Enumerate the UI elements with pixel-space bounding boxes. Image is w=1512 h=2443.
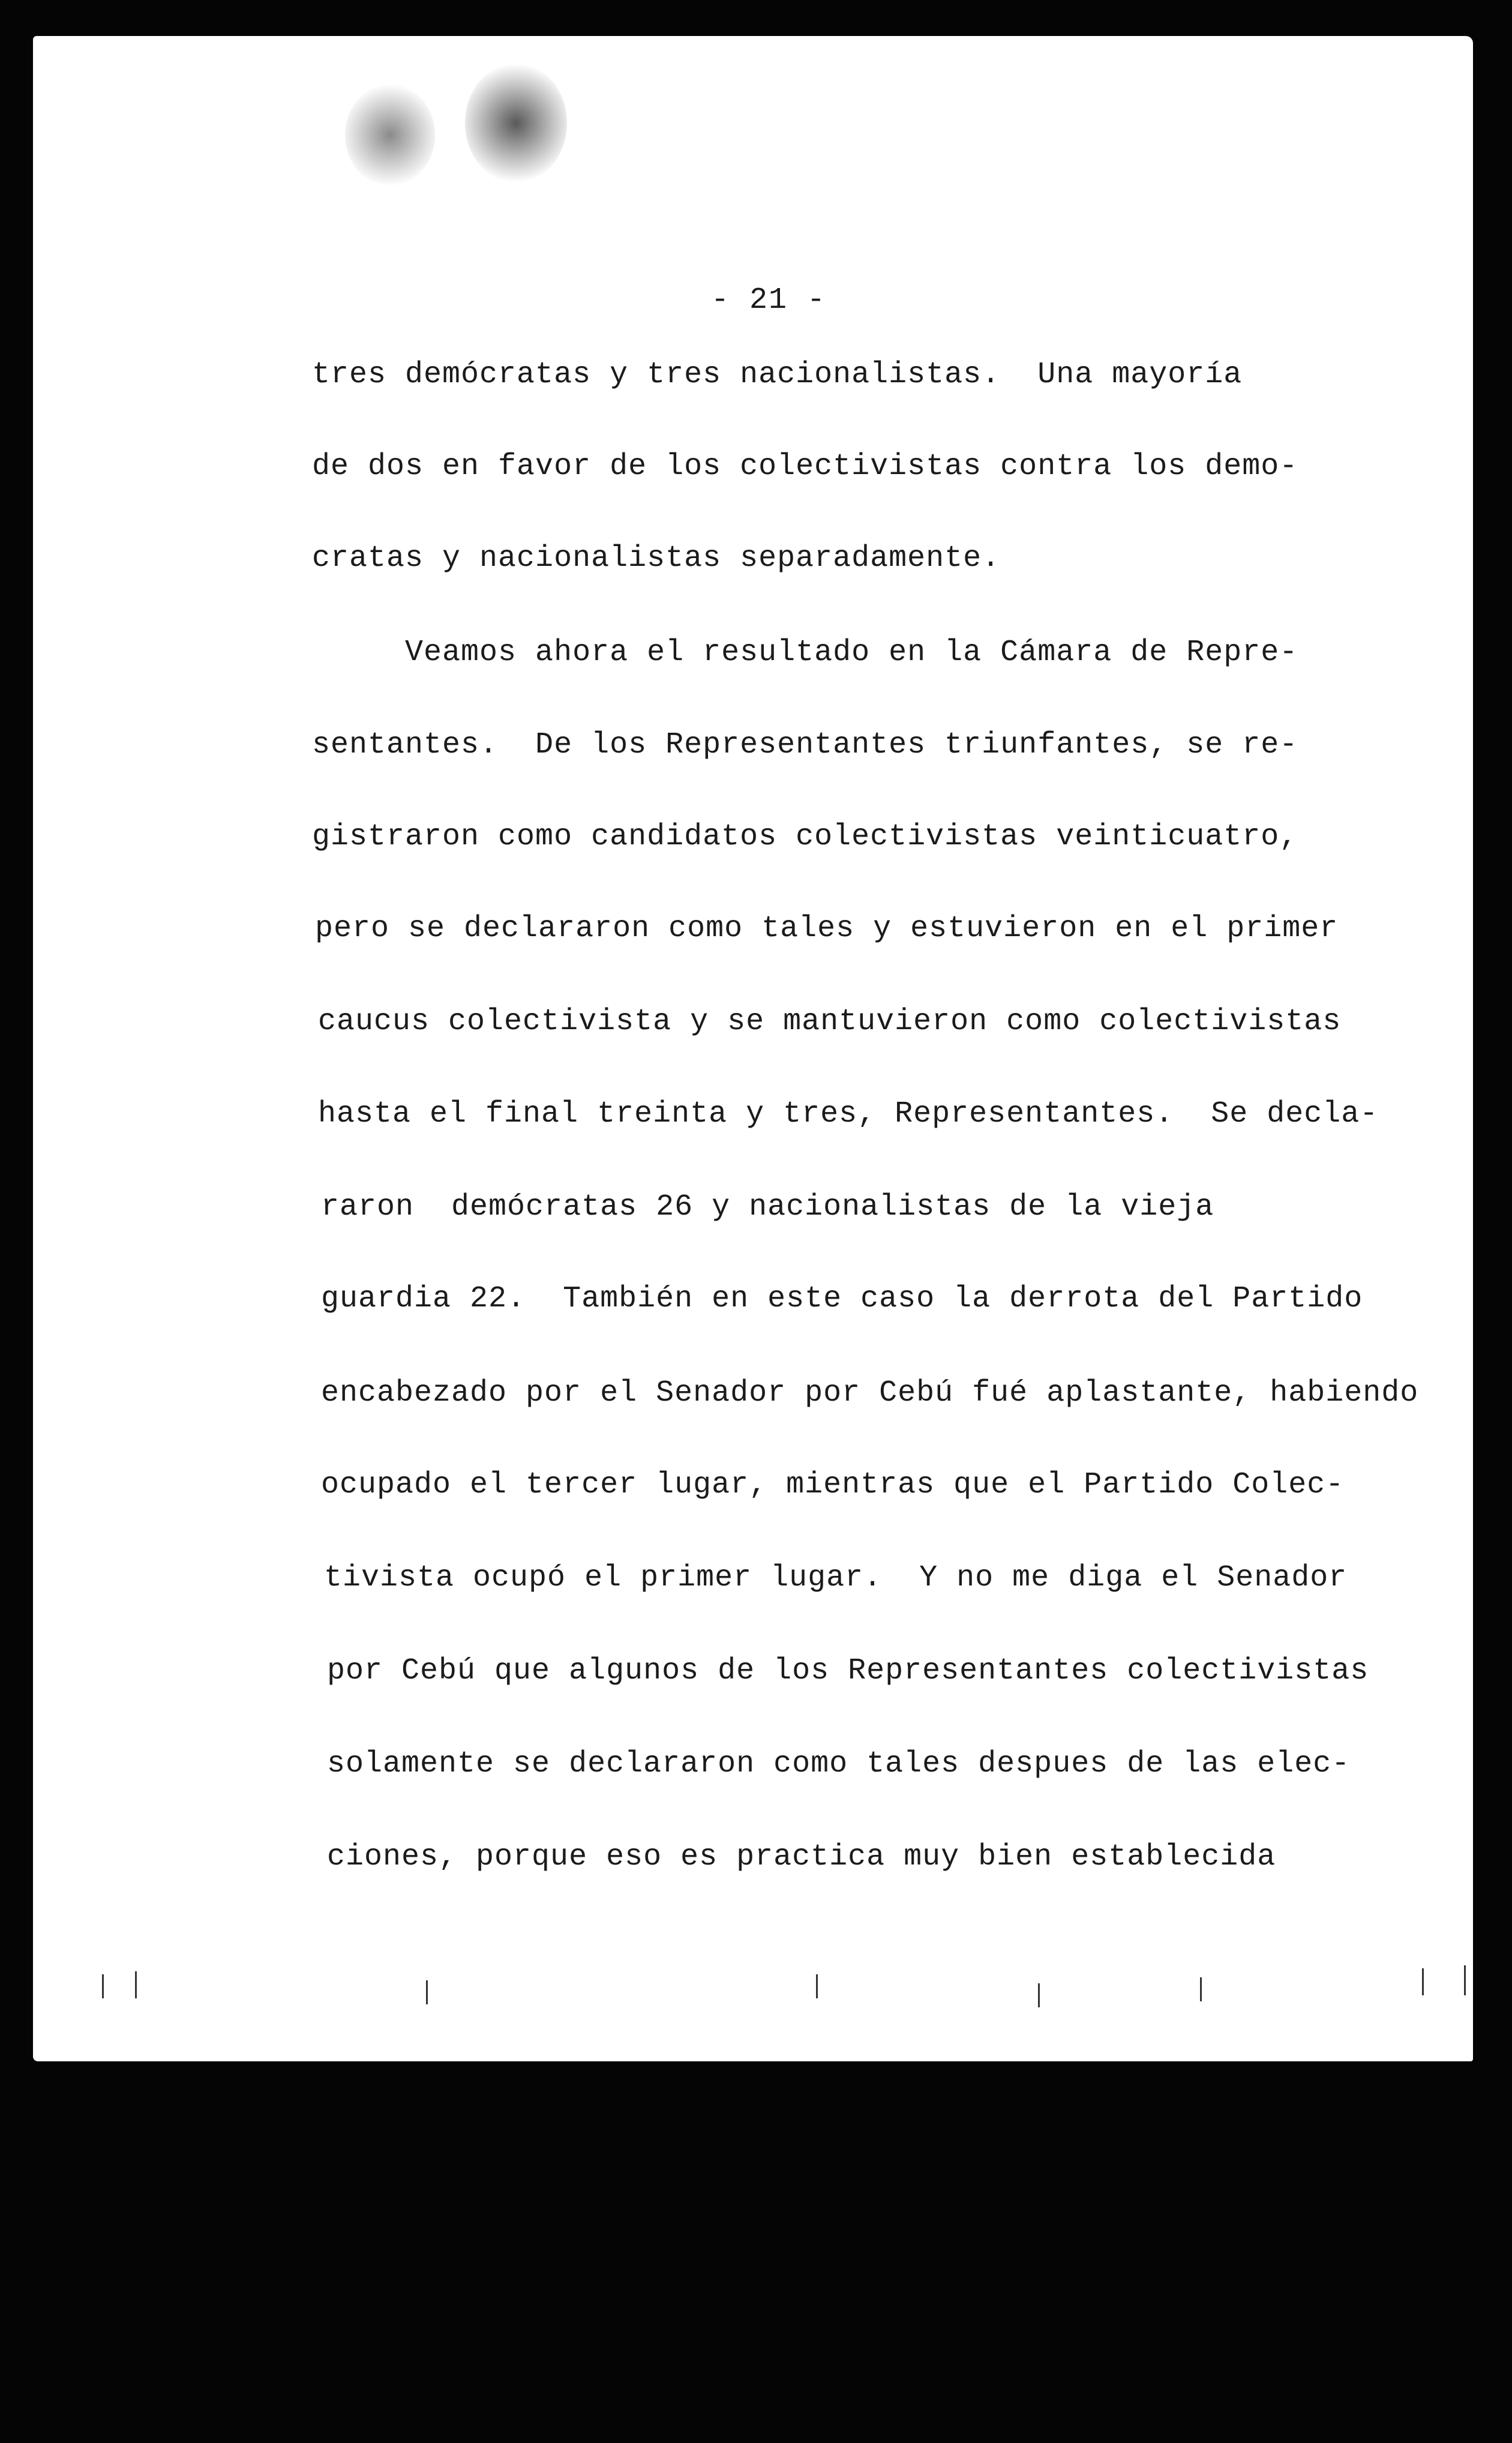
text-line: tres demócratas y tres nacionalistas. Una mayoría [312, 358, 1243, 392]
text-line: ocupado el tercer lugar, mientras que el Partido Colec- [321, 1468, 1345, 1502]
text-line: cratas y nacionalistas separadamente. [312, 541, 1001, 575]
text-line: encabezado por el Senador por Cebú fué aplastante, habiendo [321, 1376, 1419, 1410]
text-line: pero se declararon como tales y estuvieron en el primer [315, 912, 1339, 946]
text-line: hasta el final treinta y tres, Representantes. Se decla- [318, 1097, 1379, 1131]
text-line: Veamos ahora el resultado en la Cámara de Repre- [312, 636, 1298, 670]
typewritten-page [33, 36, 1473, 2061]
text-line: raron demócratas 26 y nacionalistas de la vieja [321, 1190, 1214, 1224]
text-line: solamente se declararon como tales despues de las elec- [327, 1747, 1351, 1781]
ink-smudge [345, 84, 435, 186]
text-line: de dos en favor de los colectivistas contra los demo- [312, 449, 1298, 484]
stray-marks [66, 1950, 1506, 2040]
text-line: por Cebú que algunos de los Representantes colectivistas [327, 1654, 1369, 1688]
text-line: caucus colectivista y se mantuvieron como colectivistas [318, 1005, 1342, 1039]
text-line: guardia 22. También en este caso la derrota del Partido [321, 1282, 1363, 1316]
ink-smudge [465, 63, 567, 183]
text-line: sentantes. De los Representantes triunfantes, se re- [312, 728, 1298, 762]
page-number: - 21 - [711, 283, 827, 317]
text-line: ciones, porque eso es practica muy bien establecida [327, 1840, 1276, 1874]
text-line: tivista ocupó el primer lugar. Y no me diga el Senador [324, 1561, 1348, 1595]
text-line: gistraron como candidatos colectivistas veinticuatro, [312, 820, 1298, 854]
